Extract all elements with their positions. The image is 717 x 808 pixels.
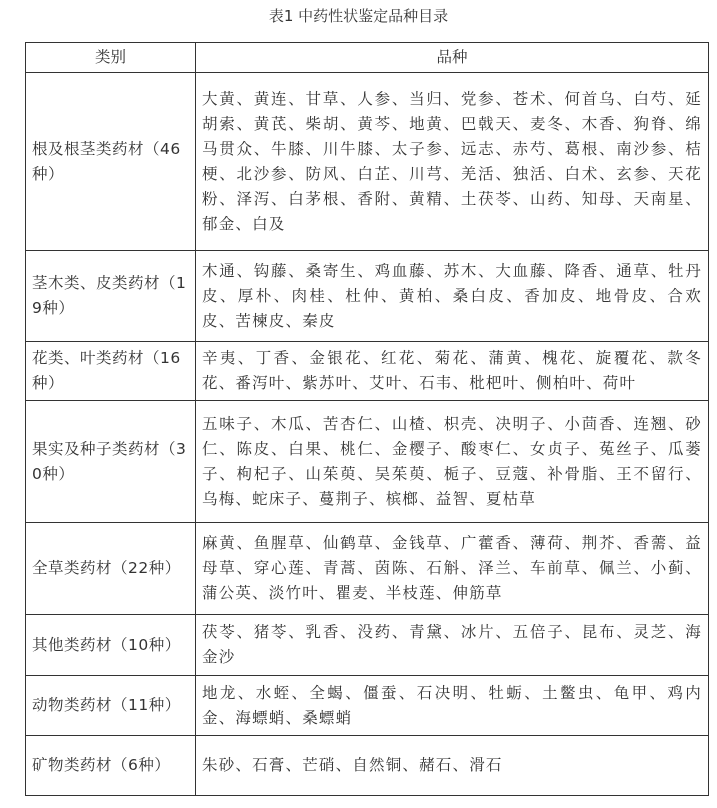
species-cell: 地龙、水蛭、全蝎、僵蚕、石决明、牡蛎、土鳖虫、龟甲、鸡内金、海螵蛸、桑螵蛸 bbox=[196, 676, 709, 736]
table-row bbox=[26, 251, 709, 342]
table-caption: 表1 中药性状鉴定品种目录 bbox=[268, 7, 449, 25]
category-cell: 动物类药材（11种） bbox=[26, 676, 196, 736]
species-cell: 麻黄、鱼腥草、仙鹤草、金钱草、广藿香、薄荷、荆芥、香薷、益母草、穿心莲、青蒿、茵陈、石斛、泽兰、车前草、佩兰、小蓟、蒲公英、淡竹叶、瞿麦、半枝莲、伸筋草 bbox=[196, 523, 709, 615]
table-header-row bbox=[26, 43, 709, 73]
table-row bbox=[26, 401, 709, 523]
header-category: 类别 bbox=[26, 43, 196, 73]
category-cell: 根及根茎类药材（46种） bbox=[26, 73, 196, 251]
species-cell: 大黄、黄连、甘草、人参、当归、党参、苍术、何首乌、白芍、延胡索、黄芪、柴胡、黄芩、地黄、巴戟天、麦冬、木香、狗脊、绵马贯众、牛膝、川牛膝、太子参、远志、赤芍、葛根、南沙参、桔梗、北沙参、防风、白芷、川芎、羌活、独活、白术、玄参、天花粉、泽泻、白茅根、香附、黄精、土茯苓、山药、知母、天南星、郁金、白及 bbox=[196, 73, 709, 251]
category-cell: 全草类药材（22种） bbox=[26, 523, 196, 615]
category-cell: 果实及种子类药材（30种） bbox=[26, 401, 196, 523]
species-cell: 木通、钩藤、桑寄生、鸡血藤、苏木、大血藤、降香、通草、牡丹皮、厚朴、肉桂、杜仲、黄柏、桑白皮、香加皮、地骨皮、合欢皮、苦楝皮、秦皮 bbox=[196, 251, 709, 342]
category-cell: 矿物类药材（6种） bbox=[26, 736, 196, 796]
herb-catalog-table bbox=[25, 42, 709, 796]
table-row bbox=[26, 73, 709, 251]
table-row bbox=[26, 615, 709, 676]
species-cell: 辛夷、丁香、金银花、红花、菊花、蒲黄、槐花、旋覆花、款冬花、番泻叶、紫苏叶、艾叶、石韦、枇杷叶、侧柏叶、荷叶 bbox=[196, 342, 709, 401]
species-cell: 五味子、木瓜、苦杏仁、山楂、枳壳、决明子、小茴香、连翘、砂仁、陈皮、白果、桃仁、金樱子、酸枣仁、女贞子、菟丝子、瓜蒌子、枸杞子、山茱萸、吴茱萸、栀子、豆蔻、补骨脂、王不留行、乌梅、蛇床子、蔓荆子、槟榔、益智、夏枯草 bbox=[196, 401, 709, 523]
table-row bbox=[26, 523, 709, 615]
category-cell: 花类、叶类药材（16种） bbox=[26, 342, 196, 401]
header-species: 品种 bbox=[196, 43, 709, 73]
species-cell: 朱砂、石膏、芒硝、自然铜、赭石、滑石 bbox=[196, 736, 709, 796]
category-cell: 茎木类、皮类药材（19种） bbox=[26, 251, 196, 342]
table-row bbox=[26, 342, 709, 401]
species-cell: 茯苓、猪苓、乳香、没药、青黛、冰片、五倍子、昆布、灵芝、海金沙 bbox=[196, 615, 709, 676]
table-row bbox=[26, 676, 709, 736]
table-row bbox=[26, 736, 709, 796]
category-cell: 其他类药材（10种） bbox=[26, 615, 196, 676]
